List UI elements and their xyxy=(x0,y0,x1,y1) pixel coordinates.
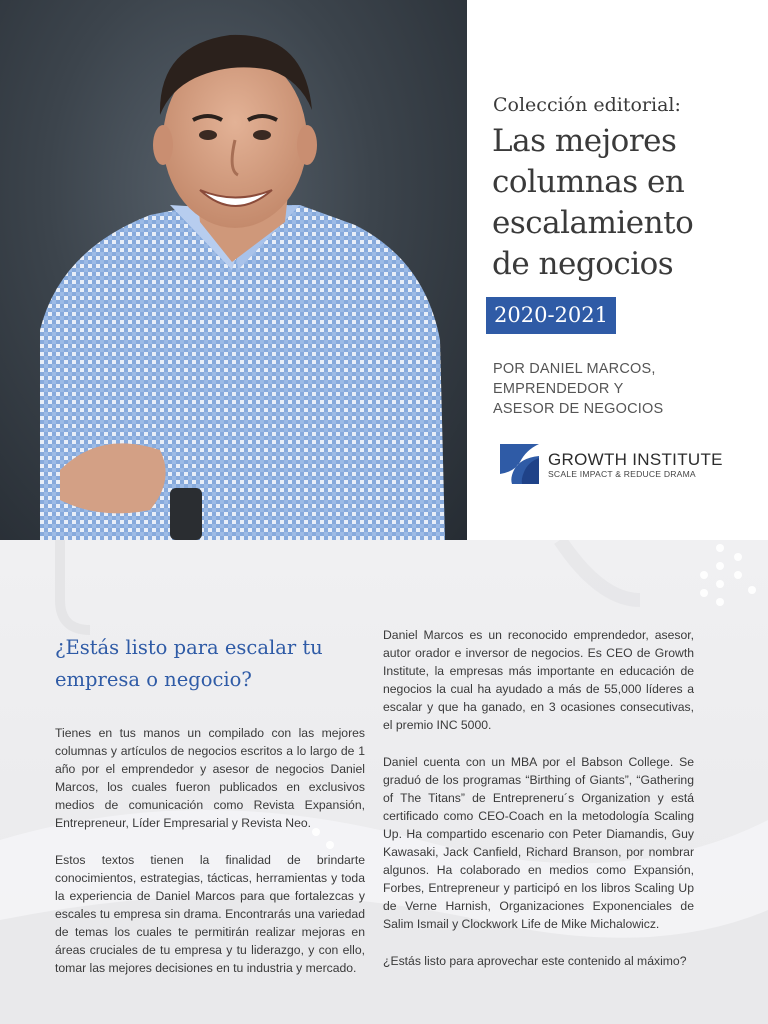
cover-title-line: columnas en xyxy=(492,164,685,200)
author-bio-column xyxy=(383,626,694,988)
intro-paragraph: Estos textos tienen la finalidad de brindarte conocimientos, estrategias, tácticas, herramientas y toda la experiencia de Daniel Marcos para que fortalezcas y escales tu empresa sin drama. Encontrarás una variedad de temas los cuales te permitirán realizar mejoras en áreas cruciales de tu empresa y tu liderazgo, y con ello, tomar las mejores decisiones en tu industria y mercado. xyxy=(55,852,365,976)
cover-title xyxy=(492,121,762,285)
intro-section xyxy=(0,540,768,1024)
cover-title-line: Las mejores xyxy=(492,123,677,159)
cover-title-line: de negocios xyxy=(492,246,674,282)
author-photo xyxy=(0,0,467,540)
cover-title-line: escalamiento xyxy=(492,205,694,241)
growth-institute-logo xyxy=(500,444,740,484)
byline-line: ASESOR DE NEGOCIOS xyxy=(493,401,664,417)
collection-kicker: Colección editorial: xyxy=(493,94,681,116)
closing-question: ¿Estás listo para aprovechar este contenido al máximo? xyxy=(383,953,687,968)
byline-line: POR DANIEL MARCOS, xyxy=(493,361,656,377)
intro-question xyxy=(55,632,355,696)
intro-left-column xyxy=(55,724,365,995)
byline-line: EMPRENDEDOR Y xyxy=(493,381,624,397)
author-photo-illustration xyxy=(0,0,467,540)
question-line: empresa o negocio? xyxy=(55,668,252,691)
bio-paragraph: Daniel cuenta con un MBA por el Babson College. Se graduó de los programas “Birthing of Giants”, “Gathering of The Titans” de Entrepreneru´s Organization y está certificado como CEO-Coach en la metodología Scaling Up. Ha compartido escenario con Peter Diamandis, Guy Kawasaki, Jack Canfield, Richard Branson, por nombrar algunos. Ha colaborado en medios como Expansión, Forbes, Entrepreneur y participó en los libros Scaling Up de Verne Harnish, Organizaciones Exponenciales de Salim Ismail y Clockwork Life de Mike Michalowicz. xyxy=(383,754,694,932)
growth-institute-s-mark-icon xyxy=(500,444,539,484)
years-badge: 2020-2021 xyxy=(486,297,616,334)
logo-tagline: SCALE IMPACT & REDUCE DRAMA xyxy=(548,469,696,479)
logo-name: GROWTH INSTITUTE xyxy=(548,450,723,469)
question-line: ¿Estás listo para escalar tu xyxy=(55,636,323,659)
intro-paragraph: Tienes en tus manos un compilado con las mejores columnas y artículos de negocios escritos a lo largo de 1 año por el emprendedor y asesor de negocios Daniel Marcos, los cuales fueron publicados en exclusivos medios de comunicación como Revista Expansión, Entrepreneur, Líder Empresarial y Revista Neo. xyxy=(55,726,365,831)
bio-paragraph: Daniel Marcos es un reconocido emprendedor, asesor, autor orador e inversor de negocios. Es CEO de Growth Institute, la empresas más importante en educación de negocios la cual ha ayudado a más de 55,000 líderes a escalar y que ha ganado, en 3 ocasiones consecutivas, el premio INC 5000. xyxy=(383,628,694,733)
author-byline xyxy=(493,359,753,419)
